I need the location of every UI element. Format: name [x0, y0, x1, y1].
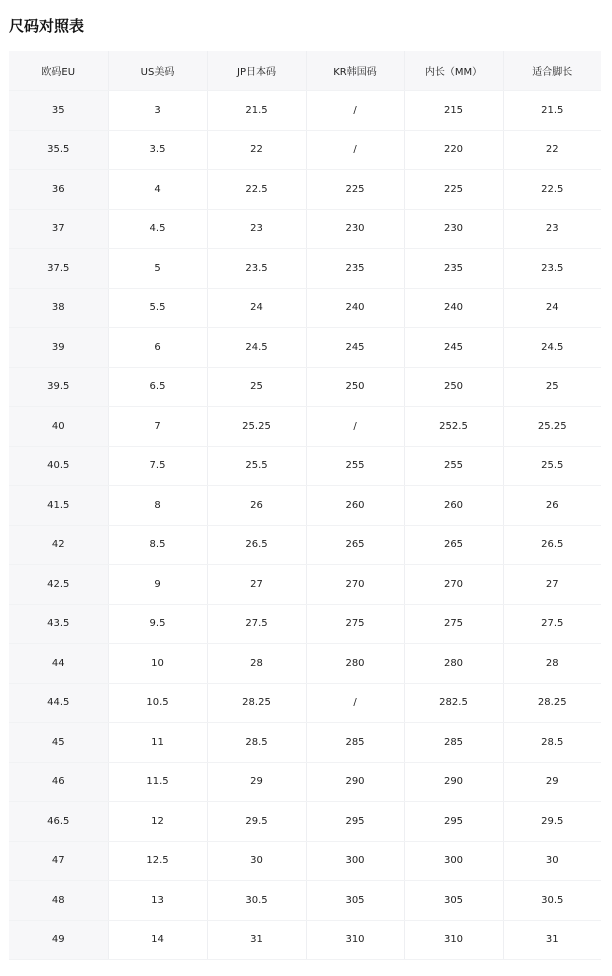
- cell-jp: 30: [207, 841, 306, 881]
- cell-inner-length: 225: [404, 170, 503, 210]
- cell-foot-length: 25.5: [503, 446, 601, 486]
- cell-foot-length: 29.5: [503, 802, 601, 842]
- cell-eu: 46: [9, 762, 108, 802]
- cell-us: 4: [108, 170, 207, 210]
- cell-inner-length: 295: [404, 802, 503, 842]
- table-header: [9, 51, 601, 91]
- cell-foot-length: 27.5: [503, 604, 601, 644]
- cell-kr: 280: [306, 644, 404, 684]
- cell-us: 9: [108, 565, 207, 605]
- cell-eu: 36: [9, 170, 108, 210]
- cell-foot-length: 25.25: [503, 407, 601, 447]
- cell-inner-length: 235: [404, 249, 503, 289]
- cell-kr: 285: [306, 723, 404, 763]
- cell-jp: 28.25: [207, 683, 306, 723]
- cell-eu: 42.5: [9, 565, 108, 605]
- cell-eu: 44.5: [9, 683, 108, 723]
- cell-kr: 250: [306, 367, 404, 407]
- cell-kr: 260: [306, 486, 404, 526]
- cell-kr: 265: [306, 525, 404, 565]
- cell-eu: 44: [9, 644, 108, 684]
- cell-inner-length: 220: [404, 130, 503, 170]
- cell-kr: 230: [306, 209, 404, 249]
- cell-us: 12: [108, 802, 207, 842]
- cell-eu: 45: [9, 723, 108, 763]
- cell-kr: 240: [306, 288, 404, 328]
- cell-foot-length: 23: [503, 209, 601, 249]
- cell-eu: 41.5: [9, 486, 108, 526]
- cell-eu: 42: [9, 525, 108, 565]
- header-inner-length: 内长（MM）: [404, 51, 503, 91]
- cell-eu: 43.5: [9, 604, 108, 644]
- table-row: [9, 407, 601, 447]
- header-eu: 欧码EU: [9, 51, 108, 91]
- cell-us: 9.5: [108, 604, 207, 644]
- cell-kr: 225: [306, 170, 404, 210]
- table-row: [9, 209, 601, 249]
- table-row: [9, 920, 601, 960]
- cell-kr: 295: [306, 802, 404, 842]
- size-chart-table: [9, 51, 601, 960]
- cell-inner-length: 240: [404, 288, 503, 328]
- cell-jp: 29: [207, 762, 306, 802]
- cell-jp: 23.5: [207, 249, 306, 289]
- table-row: [9, 288, 601, 328]
- cell-inner-length: 280: [404, 644, 503, 684]
- cell-kr: 245: [306, 328, 404, 368]
- cell-jp: 27: [207, 565, 306, 605]
- cell-jp: 22: [207, 130, 306, 170]
- cell-foot-length: 23.5: [503, 249, 601, 289]
- cell-kr: 270: [306, 565, 404, 605]
- cell-eu: 39: [9, 328, 108, 368]
- cell-foot-length: 29: [503, 762, 601, 802]
- cell-us: 13: [108, 881, 207, 921]
- cell-eu: 39.5: [9, 367, 108, 407]
- table-row: [9, 604, 601, 644]
- cell-us: 7.5: [108, 446, 207, 486]
- table-row: [9, 644, 601, 684]
- cell-kr: /: [306, 683, 404, 723]
- cell-foot-length: 28.25: [503, 683, 601, 723]
- cell-foot-length: 27: [503, 565, 601, 605]
- header-us: US美码: [108, 51, 207, 91]
- table-row: [9, 565, 601, 605]
- table-row: [9, 683, 601, 723]
- header-kr: KR韩国码: [306, 51, 404, 91]
- cell-foot-length: 22.5: [503, 170, 601, 210]
- cell-us: 11.5: [108, 762, 207, 802]
- cell-kr: /: [306, 407, 404, 447]
- cell-inner-length: 270: [404, 565, 503, 605]
- cell-inner-length: 215: [404, 91, 503, 131]
- cell-us: 6.5: [108, 367, 207, 407]
- cell-foot-length: 30: [503, 841, 601, 881]
- cell-jp: 23: [207, 209, 306, 249]
- cell-eu: 37.5: [9, 249, 108, 289]
- table-row: [9, 486, 601, 526]
- cell-eu: 35.5: [9, 130, 108, 170]
- cell-kr: 305: [306, 881, 404, 921]
- cell-foot-length: 25: [503, 367, 601, 407]
- cell-kr: 300: [306, 841, 404, 881]
- cell-inner-length: 275: [404, 604, 503, 644]
- cell-inner-length: 252.5: [404, 407, 503, 447]
- cell-inner-length: 300: [404, 841, 503, 881]
- cell-inner-length: 285: [404, 723, 503, 763]
- cell-jp: 28: [207, 644, 306, 684]
- cell-kr: /: [306, 130, 404, 170]
- cell-eu: 35: [9, 91, 108, 131]
- cell-jp: 21.5: [207, 91, 306, 131]
- cell-eu: 46.5: [9, 802, 108, 842]
- cell-jp: 27.5: [207, 604, 306, 644]
- cell-inner-length: 245: [404, 328, 503, 368]
- cell-jp: 25.25: [207, 407, 306, 447]
- cell-eu: 47: [9, 841, 108, 881]
- cell-eu: 48: [9, 881, 108, 921]
- cell-foot-length: 30.5: [503, 881, 601, 921]
- cell-jp: 30.5: [207, 881, 306, 921]
- page-title: 尺码对照表: [9, 17, 85, 35]
- cell-jp: 24: [207, 288, 306, 328]
- cell-us: 7: [108, 407, 207, 447]
- cell-jp: 25: [207, 367, 306, 407]
- table-row: [9, 881, 601, 921]
- cell-kr: 275: [306, 604, 404, 644]
- table-row: [9, 170, 601, 210]
- cell-inner-length: 310: [404, 920, 503, 960]
- cell-jp: 31: [207, 920, 306, 960]
- cell-foot-length: 21.5: [503, 91, 601, 131]
- cell-foot-length: 28.5: [503, 723, 601, 763]
- cell-inner-length: 250: [404, 367, 503, 407]
- header-row: [9, 51, 601, 91]
- cell-kr: 310: [306, 920, 404, 960]
- cell-us: 10.5: [108, 683, 207, 723]
- cell-kr: /: [306, 91, 404, 131]
- cell-jp: 29.5: [207, 802, 306, 842]
- table-row: [9, 802, 601, 842]
- table-body: [9, 91, 601, 960]
- cell-inner-length: 230: [404, 209, 503, 249]
- cell-eu: 37: [9, 209, 108, 249]
- cell-jp: 26: [207, 486, 306, 526]
- cell-us: 4.5: [108, 209, 207, 249]
- table-row: [9, 841, 601, 881]
- cell-us: 3.5: [108, 130, 207, 170]
- cell-eu: 40: [9, 407, 108, 447]
- table-row: [9, 328, 601, 368]
- header-foot-length: 适合脚长: [503, 51, 601, 91]
- cell-foot-length: 26.5: [503, 525, 601, 565]
- cell-kr: 235: [306, 249, 404, 289]
- table-row: [9, 762, 601, 802]
- cell-us: 14: [108, 920, 207, 960]
- cell-kr: 255: [306, 446, 404, 486]
- table-row: [9, 130, 601, 170]
- cell-inner-length: 305: [404, 881, 503, 921]
- cell-us: 10: [108, 644, 207, 684]
- cell-jp: 24.5: [207, 328, 306, 368]
- cell-kr: 290: [306, 762, 404, 802]
- table-row: [9, 446, 601, 486]
- cell-jp: 26.5: [207, 525, 306, 565]
- table-row: [9, 367, 601, 407]
- table-row: [9, 525, 601, 565]
- cell-us: 5.5: [108, 288, 207, 328]
- cell-inner-length: 265: [404, 525, 503, 565]
- cell-inner-length: 255: [404, 446, 503, 486]
- cell-eu: 49: [9, 920, 108, 960]
- cell-us: 8.5: [108, 525, 207, 565]
- cell-foot-length: 26: [503, 486, 601, 526]
- table-row: [9, 249, 601, 289]
- cell-eu: 38: [9, 288, 108, 328]
- cell-foot-length: 22: [503, 130, 601, 170]
- cell-foot-length: 28: [503, 644, 601, 684]
- cell-jp: 25.5: [207, 446, 306, 486]
- header-jp: JP日本码: [207, 51, 306, 91]
- cell-foot-length: 24.5: [503, 328, 601, 368]
- cell-us: 5: [108, 249, 207, 289]
- cell-eu: 40.5: [9, 446, 108, 486]
- table-row: [9, 91, 601, 131]
- cell-us: 3: [108, 91, 207, 131]
- table-row: [9, 723, 601, 763]
- cell-us: 12.5: [108, 841, 207, 881]
- cell-us: 6: [108, 328, 207, 368]
- cell-jp: 28.5: [207, 723, 306, 763]
- cell-inner-length: 290: [404, 762, 503, 802]
- cell-inner-length: 282.5: [404, 683, 503, 723]
- cell-us: 11: [108, 723, 207, 763]
- cell-us: 8: [108, 486, 207, 526]
- cell-foot-length: 31: [503, 920, 601, 960]
- cell-jp: 22.5: [207, 170, 306, 210]
- cell-inner-length: 260: [404, 486, 503, 526]
- cell-foot-length: 24: [503, 288, 601, 328]
